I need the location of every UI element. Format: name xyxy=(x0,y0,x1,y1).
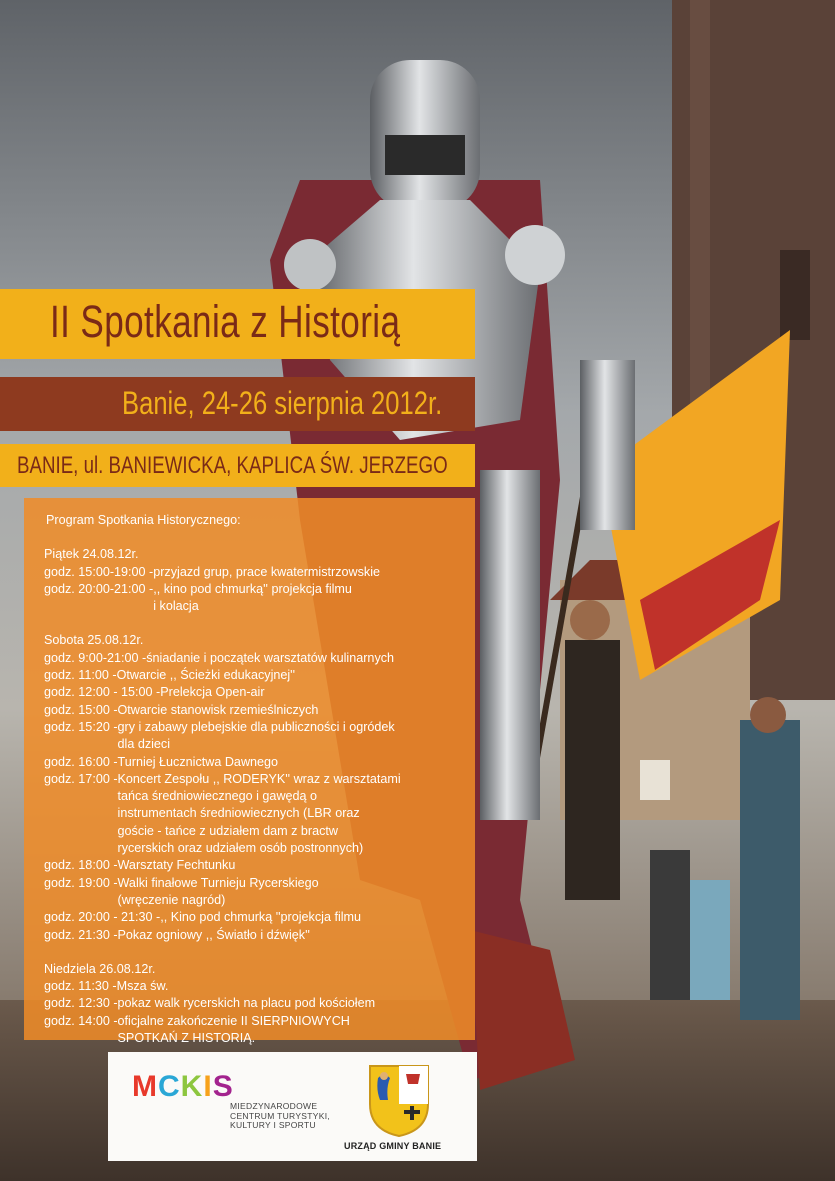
program-item-desc xyxy=(153,564,380,581)
program-item-desc xyxy=(118,771,401,857)
program-item xyxy=(44,857,474,874)
program-item-time: godz. 9:00-21:00 - xyxy=(44,650,147,665)
program-item-desc xyxy=(118,857,236,874)
program-item-time: godz. 21:30 - xyxy=(44,927,118,942)
program-item xyxy=(44,771,474,857)
sponsor-logos xyxy=(108,1052,477,1161)
program-item-line: ,, kino pod chmurką'' projekcja filmu xyxy=(153,581,352,596)
program-panel xyxy=(24,498,475,1046)
program-item xyxy=(44,702,474,719)
coat-of-arms-icon xyxy=(368,1064,430,1138)
program-item-desc xyxy=(118,927,310,944)
program-item-line: (wręczenie nagród) xyxy=(117,892,226,907)
program-item xyxy=(44,684,474,701)
mckis-logo-letter: M xyxy=(132,1070,158,1103)
mckis-logo-letter: K xyxy=(180,1070,204,1103)
program-item xyxy=(44,995,474,1012)
mckis-logo xyxy=(132,1070,234,1104)
mckis-caption-line: KULTURY I SPORTU xyxy=(230,1120,316,1131)
program-item-desc xyxy=(118,702,319,719)
program-item xyxy=(44,581,474,616)
program-item xyxy=(44,1013,474,1048)
program-item-line: śniadanie i początek warsztatów kulinarnych xyxy=(146,650,395,665)
program-item-desc xyxy=(117,667,295,684)
program-item-line: oficjalne zakończenie II SIERPNIOWYCH xyxy=(117,1013,350,1028)
program-item-line: Msza św. xyxy=(116,979,169,994)
program-item xyxy=(44,650,474,667)
program-item-line: pokaz walk rycerskich na placu pod kościołem xyxy=(117,996,376,1011)
program-item-time: godz. 20:00 - 21:30 - xyxy=(44,910,161,925)
poster-title: II Spotkania z Historią xyxy=(50,296,401,347)
program-item-line: instrumentach średniowiecznych (LBR oraz xyxy=(117,806,360,821)
program-item-line: ,, Kino pod chmurką ''projekcja filmu xyxy=(160,910,362,925)
program-item-time: godz. 18:00 - xyxy=(44,858,118,873)
program-item-line: Pokaz ogniowy ,, Światło i dźwięk'' xyxy=(117,927,310,942)
program-item xyxy=(44,909,474,926)
mckis-caption-line: CENTRUM TURYSTYKI, xyxy=(230,1110,331,1121)
mckis-caption xyxy=(230,1102,330,1131)
program-item xyxy=(44,667,474,684)
program-item xyxy=(44,719,474,754)
program-item-line: rycerskich oraz udziałem osób postronnych) xyxy=(117,841,364,856)
program-item-desc xyxy=(118,875,319,910)
mckis-logo-letter: C xyxy=(158,1070,181,1103)
program-item xyxy=(44,978,474,995)
program-item-time: godz. 12:00 - 15:00 - xyxy=(44,685,161,700)
program-item-desc xyxy=(117,978,169,995)
program-item-time: godz. 15:00 - xyxy=(44,702,118,717)
program-item-line: Warsztaty Fechtunku xyxy=(117,858,236,873)
program-item-line: goście - tańce z udziałem dam z bractw xyxy=(117,823,338,838)
mckis-logo-letter: I xyxy=(203,1070,213,1103)
program-item xyxy=(44,564,474,581)
program-item-time: godz. 11:00 - xyxy=(44,668,117,683)
program-item-desc xyxy=(118,754,279,771)
program-item-desc xyxy=(160,909,361,926)
poster-subtitle: Banie, 24-26 sierpnia 2012r. xyxy=(122,385,443,421)
mckis-logo-letter: S xyxy=(212,1070,234,1103)
program-item-time: godz. 14:00 - xyxy=(44,1013,118,1028)
program-item-desc xyxy=(118,995,376,1012)
program-day-label: Niedziela 26.08.12r. xyxy=(44,961,156,976)
program-item-line: SPOTKAŃ Z HISTORIĄ. xyxy=(117,1031,256,1046)
program-item-line: i kolacja xyxy=(153,599,199,614)
program-item-time: godz. 16:00 - xyxy=(44,754,118,769)
program-item-time: godz. 17:00 - xyxy=(44,771,118,786)
poster-address: BANIE, ul. BANIEWICKA, KAPLICA ŚW. JERZEGO xyxy=(17,452,448,479)
program-item xyxy=(44,754,474,771)
program-item-desc xyxy=(160,684,264,701)
program-item-line: dla dzieci xyxy=(117,737,171,752)
program-item-line: Turniej Łucznictwa Dawnego xyxy=(117,754,279,769)
program-item-time: godz. 19:00 - xyxy=(44,875,118,890)
program-day-label: Sobota 25.08.12r. xyxy=(44,633,144,648)
program-item-time: godz. 15:20 - xyxy=(44,719,118,734)
program-day-gap xyxy=(44,944,474,961)
program-day-gap xyxy=(44,615,474,632)
program-item-desc xyxy=(153,581,352,616)
program-item-line: Prelekcja Open-air xyxy=(160,685,265,700)
crest-caption: URZĄD GMINY BANIE xyxy=(344,1141,442,1151)
program-item-desc xyxy=(118,719,395,754)
program-item-line: tańca średniowiecznego i gawędą o xyxy=(117,789,318,804)
program-item xyxy=(44,927,474,944)
program-heading: Program Spotkania Historycznego: xyxy=(46,513,241,527)
program-content xyxy=(44,512,474,1047)
program-item-desc xyxy=(118,1013,350,1048)
program-item-time: godz. 20:00-21:00 - xyxy=(44,581,154,596)
mckis-caption-line: MIEDZYNARODOWE xyxy=(230,1101,318,1111)
program-item-time: godz. 12:30 - xyxy=(44,996,118,1011)
program-day-label: Piątek 24.08.12r. xyxy=(44,547,139,562)
program-item-line: Walki finałowe Turnieju Rycerskiego xyxy=(117,875,319,890)
program-item-time: godz. 15:00-19:00 - xyxy=(44,564,154,579)
program-item-line: Otwarcie ,, Ścieżki edukacyjnej'' xyxy=(116,668,295,683)
program-item-line: gry i zabawy plebejskie dla publiczności i ogródek xyxy=(117,719,395,734)
program-item-line: Koncert Zespołu ,, RODERYK'' wraz z warsztatami xyxy=(117,771,401,786)
program-item-time: godz. 11:30 - xyxy=(44,979,117,994)
program-item-line: Otwarcie stanowisk rzemieślniczych xyxy=(117,702,319,717)
program-item xyxy=(44,875,474,910)
program-item-line: przyjazd grup, prace kwatermistrzowskie xyxy=(153,564,380,579)
program-item-desc xyxy=(146,650,394,667)
